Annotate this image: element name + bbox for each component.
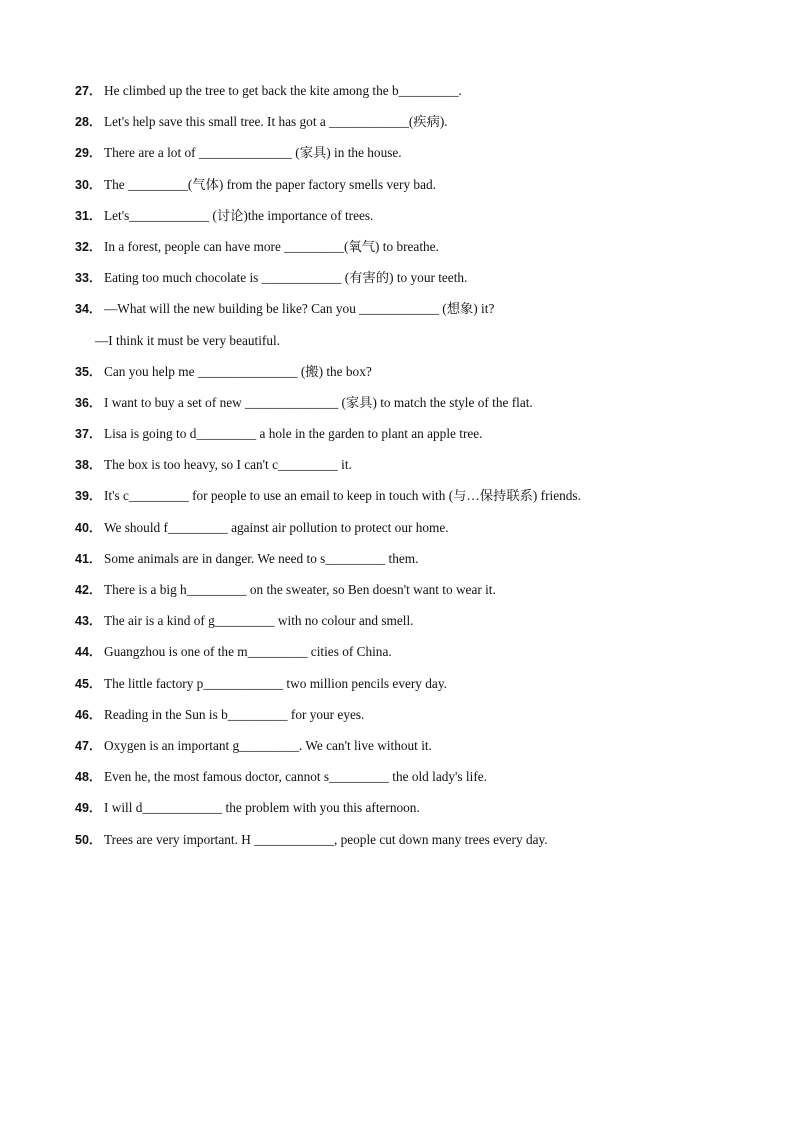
question-number: 46． [75, 707, 102, 722]
question-text: Guangzhou is one of the m_________ cities of China. [104, 644, 392, 660]
question-number: 32． [75, 239, 102, 254]
question-48 [75, 766, 765, 797]
question-text: Oxygen is an important g_________. We can't live without it. [104, 737, 432, 753]
question-text: —What will the new building be like? Can you ____________ (想象) it? [104, 301, 495, 317]
question-45 [75, 673, 765, 704]
question-text: We should f_________ against air pollution to protect our home. [104, 519, 449, 535]
question-text: It's c_________ for people to use an email to keep in touch with (与…保持联系) friends. [104, 488, 581, 504]
question-number: 50． [75, 832, 102, 847]
question-text: I will d____________ the problem with you this afternoon. [104, 800, 420, 816]
question-text: Even he, the most famous doctor, cannot s_________ the old lady's life. [104, 769, 487, 785]
question-31 [75, 205, 765, 236]
question-number: 27． [75, 84, 102, 98]
question-number: 45． [75, 676, 102, 691]
question-number: 47． [75, 738, 102, 753]
question-list [75, 80, 765, 860]
question-number: 31． [75, 208, 102, 223]
question-text: Lisa is going to d_________ a hole in the garden to plant an apple tree. [104, 426, 483, 442]
question-text: I want to buy a set of new ______________ (家具) to match the style of the flat. [104, 394, 533, 410]
question-text: The little factory p____________ two million pencils every day. [104, 675, 447, 691]
question-29 [75, 142, 765, 173]
question-42 [75, 579, 765, 610]
question-28 [75, 111, 765, 142]
question-text: Eating too much chocolate is ____________ (有害的) to your teeth. [104, 270, 468, 286]
question-33 [75, 267, 765, 298]
question-36 [75, 392, 765, 423]
question-47 [75, 735, 765, 766]
question-38 [75, 454, 765, 485]
question-text: Let's____________ (讨论)the importance of trees. [104, 207, 374, 223]
question-39 [75, 485, 765, 516]
question-46 [75, 704, 765, 735]
question-50 [75, 829, 765, 860]
question-number: 48． [75, 770, 102, 785]
question-49 [75, 797, 765, 828]
question-32 [75, 236, 765, 267]
question-text: The _________(气体) from the paper factory smells very bad. [104, 176, 436, 192]
question-text: Let's help save this small tree. It has got a ____________(疾病). [104, 114, 448, 130]
question-text: Can you help me _______________ (搬) the box? [104, 363, 372, 379]
question-44 [75, 641, 765, 672]
question-30 [75, 174, 765, 205]
question-number: 44． [75, 645, 102, 660]
question-text: —I think it must be very beautiful. [95, 332, 281, 348]
question-number: 35． [75, 364, 102, 379]
question-number: 38． [75, 458, 102, 473]
question-41 [75, 548, 765, 579]
question-text: There is a big h_________ on the sweater, so Ben doesn't want to wear it. [104, 582, 496, 597]
question-number: 39． [75, 489, 102, 504]
question-number: 42． [75, 583, 102, 597]
question-40 [75, 517, 765, 548]
question-37 [75, 423, 765, 454]
question-number: 36． [75, 395, 102, 410]
question-34-continuation [75, 330, 765, 361]
question-text: He climbed up the tree to get back the kite among the b_________. [104, 83, 462, 98]
question-43 [75, 610, 765, 641]
question-number: 34． [75, 302, 102, 317]
question-35 [75, 361, 765, 392]
question-number: 40． [75, 520, 102, 535]
question-34 [75, 298, 765, 329]
question-number: 43． [75, 614, 102, 629]
question-number: 33． [75, 271, 102, 286]
question-text: There are a lot of ______________ (家具) in the house. [104, 145, 402, 161]
question-number: 30． [75, 177, 102, 192]
question-number: 41． [75, 551, 102, 566]
question-number: 28． [75, 115, 102, 130]
question-text: In a forest, people can have more _________(氧气) to breathe. [104, 238, 439, 254]
question-text: Trees are very important. H ____________, people cut down many trees every day. [104, 831, 548, 847]
question-text: The air is a kind of g_________ with no colour and smell. [104, 613, 414, 629]
question-27 [75, 80, 765, 111]
question-text: Reading in the Sun is b_________ for your eyes. [104, 706, 365, 722]
question-number: 29． [75, 146, 102, 161]
question-text: The box is too heavy, so I can't c_________ it. [104, 457, 352, 473]
question-number: 37． [75, 427, 102, 442]
question-number: 49． [75, 801, 102, 816]
question-text: Some animals are in danger. We need to s_________ them. [104, 550, 419, 566]
